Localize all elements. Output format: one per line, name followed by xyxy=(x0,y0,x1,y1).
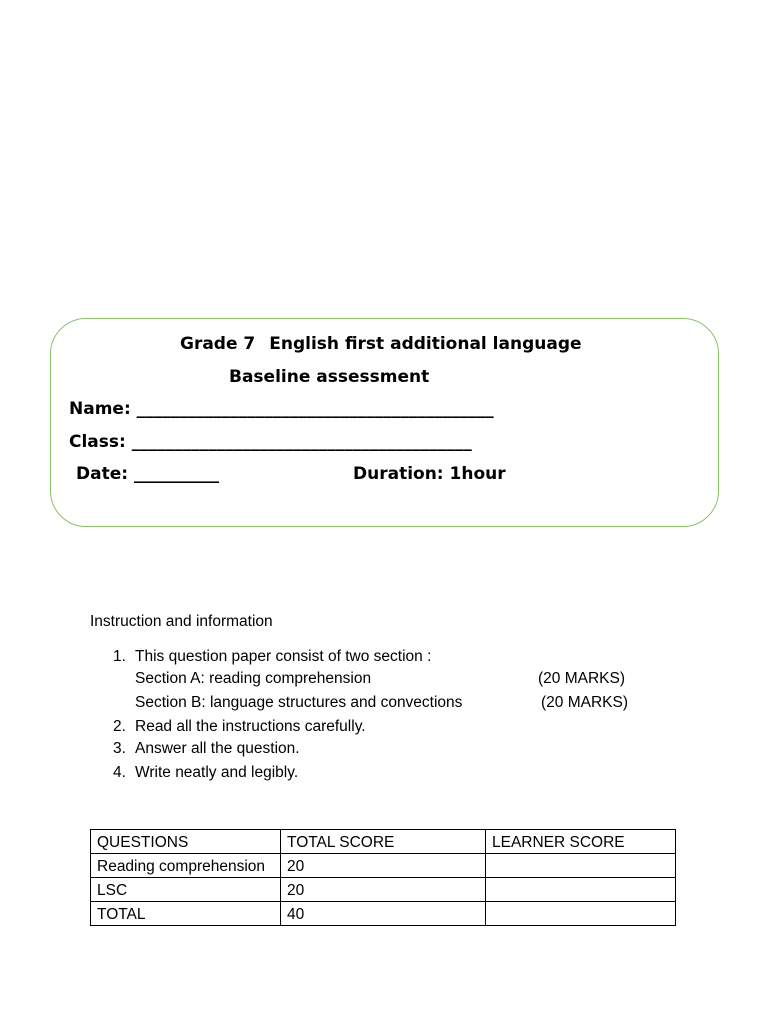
duration-label: Duration: 1hour xyxy=(353,464,506,484)
table-header-row xyxy=(91,830,676,854)
document-title xyxy=(180,336,582,353)
table-cell: LSC xyxy=(91,878,281,902)
table-cell: TOTAL xyxy=(91,902,281,926)
document-subtitle: Baseline assessment xyxy=(229,367,430,387)
name-field xyxy=(69,401,494,418)
learner-score-cell[interactable] xyxy=(486,902,676,926)
class-field xyxy=(69,434,472,451)
class-label: Class: xyxy=(69,432,132,452)
list-item: Read all the instructions carefully. xyxy=(135,718,366,735)
table-row xyxy=(91,854,676,878)
list-item-number: 2. xyxy=(113,718,126,735)
section-a-line: Section A: reading comprehension xyxy=(135,670,372,687)
grade-label: Grade 7 xyxy=(180,334,256,354)
name-label: Name: xyxy=(69,399,137,419)
class-line: ________________________________________ xyxy=(131,432,472,452)
list-item-number: 4. xyxy=(113,764,126,781)
column-header: TOTAL SCORE xyxy=(281,830,486,854)
list-item: Write neatly and legibly. xyxy=(135,764,299,781)
table-row xyxy=(91,878,676,902)
instructions-heading: Instruction and information xyxy=(90,613,273,630)
column-header: LEARNER SCORE xyxy=(486,830,676,854)
name-line: __________________________________________ xyxy=(136,399,494,419)
date-line: __________ xyxy=(133,464,219,484)
subject-label: English first additional language xyxy=(269,334,582,354)
score-table xyxy=(90,829,676,926)
list-item-number: 1. xyxy=(113,648,126,665)
column-header: QUESTIONS xyxy=(91,830,281,854)
date-field xyxy=(76,466,219,483)
table-cell: Reading comprehension xyxy=(91,854,281,878)
table-row xyxy=(91,902,676,926)
learner-score-cell[interactable] xyxy=(486,878,676,902)
list-item: Answer all the question. xyxy=(135,740,300,757)
learner-score-cell[interactable] xyxy=(486,854,676,878)
table-cell: 20 xyxy=(281,854,486,878)
table-cell: 20 xyxy=(281,878,486,902)
section-b-line: Section B: language structures and convections xyxy=(135,694,463,711)
table-cell: 40 xyxy=(281,902,486,926)
section-a-marks: (20 MARKS) xyxy=(538,670,625,687)
date-label: Date: xyxy=(76,464,134,484)
header-box xyxy=(50,318,719,527)
list-item-number: 3. xyxy=(113,740,126,757)
section-b-marks: (20 MARKS) xyxy=(541,694,628,711)
list-item: This question paper consist of two section : xyxy=(135,648,432,665)
